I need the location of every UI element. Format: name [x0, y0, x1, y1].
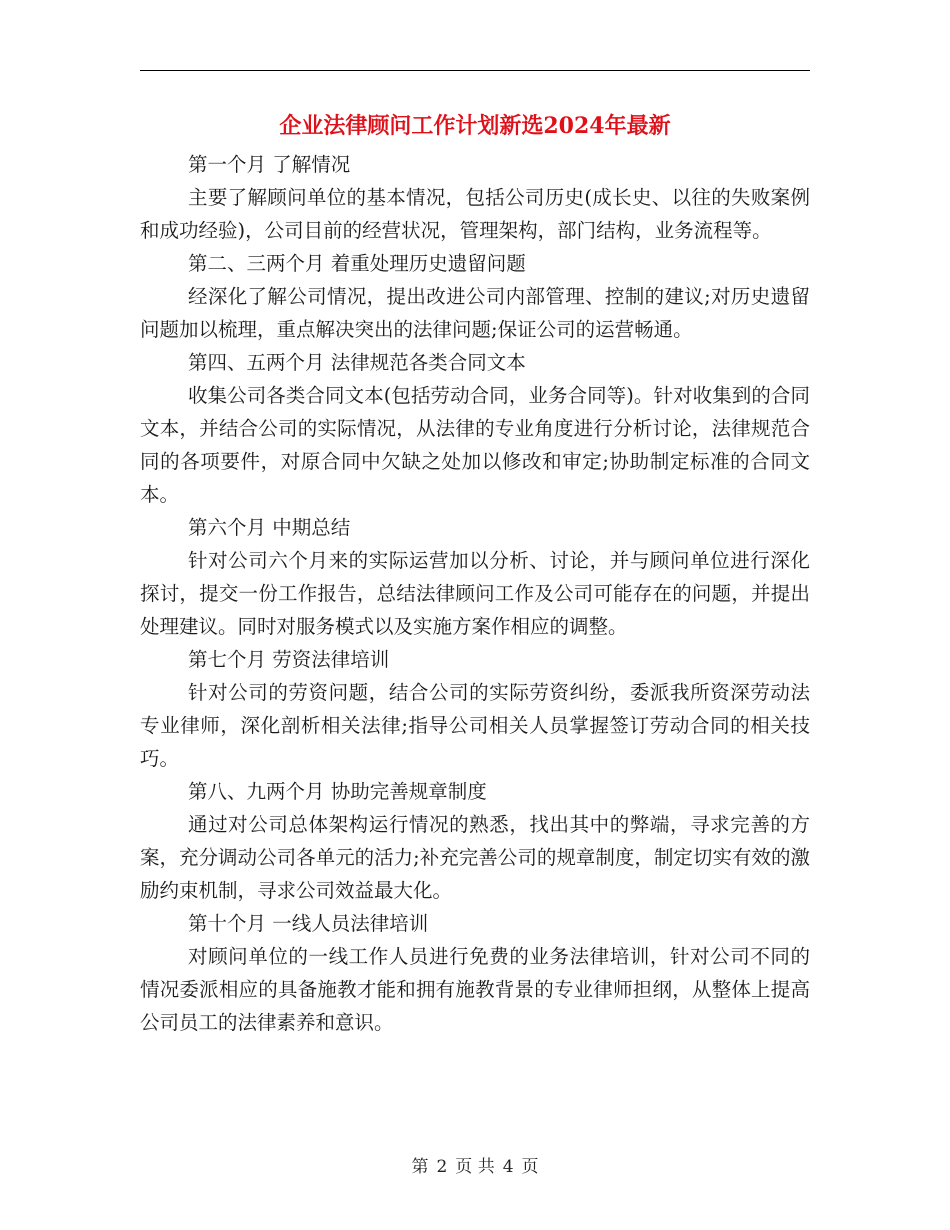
section-paragraph: 主要了解顾问单位的基本情况，包括公司历史(成长史、以往的失败案例和成功经验)，公司目前的经营状况，管理架构，部门结构，业务流程等。: [140, 186, 810, 242]
footer-total-pages: 4: [502, 1157, 514, 1177]
section-paragraph: 对顾问单位的一线工作人员进行免费的业务法律培训，针对公司不同的情况委派相应的具备施教才能和拥有施教背景的专业律师担纲，从整体上提高公司员工的法律素养和意识。: [140, 945, 810, 1034]
footer-prefix: 第: [411, 1157, 429, 1177]
section-paragraph: 收集公司各类合同文本(包括劳动合同，业务合同等)。针对收集到的合同文本，并结合公司的实际情况，从法律的专业角度进行分析讨论，法律规范合同的各项要件，对原合同中欠缺之处加以修改和审定;协助制定标准的合同文本。: [140, 384, 810, 506]
section-heading: 第七个月 劳资法律培训: [188, 648, 390, 671]
section-heading: 第一个月 了解情况: [188, 153, 351, 176]
footer-page-number: 2: [436, 1157, 448, 1177]
section-heading: 第十个月 一线人员法律培训: [188, 912, 429, 935]
header-rule: [140, 70, 810, 71]
document-title: 企业法律顾问工作计划新选2024年最新: [279, 113, 671, 139]
section-heading: 第二、三两个月 着重处理历史遗留问题: [188, 252, 526, 275]
document-body: [140, 148, 810, 1039]
section-paragraph: 针对公司六个月来的实际运营加以分析、讨论，并与顾问单位进行深化探讨，提交一份工作报告，总结法律顾问工作及公司可能存在的问题，并提出处理建议。同时对服务模式以及实施方案作相应的调整。: [140, 549, 810, 638]
section-paragraph: 经深化了解公司情况，提出改进公司内部管理、控制的建议;对历史遗留问题加以梳理，重点解决突出的法律问题;保证公司的运营畅通。: [140, 285, 810, 341]
page-footer: [0, 1152, 950, 1177]
footer-suffix: 页: [521, 1157, 539, 1177]
section-heading: 第八、九两个月 协助完善规章制度: [188, 780, 487, 803]
footer-middle: 页 共: [455, 1157, 495, 1177]
section-paragraph: 针对公司的劳资问题，结合公司的实际劳资纠纷，委派我所资深劳动法专业律师，深化剖析相关法律;指导公司相关人员掌握签订劳动合同的相关技巧。: [140, 681, 810, 770]
section-heading: 第四、五两个月 法律规范各类合同文本: [188, 351, 526, 374]
section-heading: 第六个月 中期总结: [188, 516, 351, 539]
section-paragraph: 通过对公司总体架构运行情况的熟悉，找出其中的弊端，寻求完善的方案，充分调动公司各单元的活力;补充完善公司的规章制度，制定切实有效的激励约束机制，寻求公司效益最大化。: [140, 813, 810, 902]
